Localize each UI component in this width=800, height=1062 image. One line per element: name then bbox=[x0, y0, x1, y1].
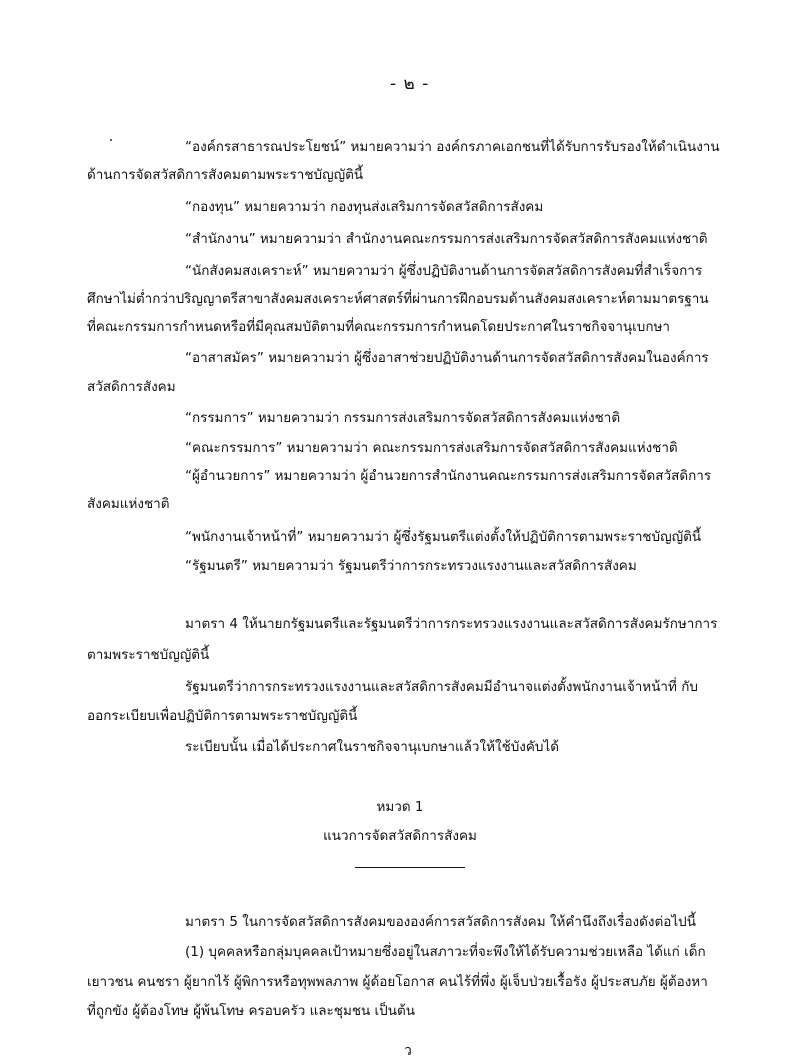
section-5-line4: ที่ถูกขัง ผู้ต้องโทษ ผู้พ้นโทษ ครอบครัว และชุมชน เป็นต้น bbox=[87, 1003, 415, 1019]
definition-social-worker-line1: “นักสังคมสงเคราะห์” หมายความว่า ผู้ซึ่งปฏิบัติงานด้านการจัดสวัสดิการสังคมที่สำเร็จการ bbox=[185, 263, 703, 279]
scan-speck bbox=[110, 139, 112, 141]
definition-fund: “กองทุน” หมายความว่า กองทุนส่งเสริมการจัดสวัสดิการสังคม bbox=[185, 199, 544, 215]
footer-mark: ว bbox=[404, 1043, 412, 1059]
definition-volunteer-line2: สวัสดิการสังคม bbox=[87, 379, 176, 395]
chapter-divider bbox=[355, 867, 465, 868]
section-4-line1: มาตรา 4 ให้นายกรัฐมนตรีและรัฐมนตรีว่าการกระทรวงแรงงานและสวัสดิการสังคมรักษาการ bbox=[185, 616, 718, 632]
section-5-line1: มาตรา 5 ในการจัดสวัสดิการสังคมขององค์การสวัสดิการสังคม ให้คำนึงถึงเรื่องดังต่อไปนี้ bbox=[185, 914, 696, 930]
chapter-title: หมวด 1 bbox=[376, 799, 424, 815]
definition-director-line1: “ผู้อำนวยการ” หมายความว่า ผู้อำนวยการสำนักงานคณะกรรมการส่งเสริมการจัดสวัสดิการ bbox=[185, 468, 712, 484]
section-4-line5: ระเบียบนั้น เมื่อได้ประกาศในราชกิจจานุเบกษาแล้วให้ใช้บังคับได้ bbox=[185, 739, 560, 755]
definition-public-org-line2: ด้านการจัดสวัสดิการสังคมตามพระราชบัญญัตินี้ bbox=[87, 167, 364, 183]
chapter-subtitle: แนวการจัดสวัสดิการสังคม bbox=[323, 828, 477, 844]
section-5-line3: เยาวชน คนชรา ผู้ยากไร้ ผู้พิการหรือทุพพลภาพ ผู้ด้อยโอกาส คนไร้ที่พึ่ง ผู้เจ็บป่วยเรื้อรัง ผู้ประสบภัย ผู้ต้องหา bbox=[87, 974, 708, 990]
definition-director-line2: สังคมแห่งชาติ bbox=[87, 496, 170, 512]
definition-volunteer-line1: “อาสาสมัคร” หมายความว่า ผู้ซึ่งอาสาช่วยปฏิบัติงานด้านการจัดสวัสดิการสังคมในองค์การ bbox=[185, 350, 709, 366]
definition-social-worker-line2: ศึกษาไม่ต่ำกว่าปริญญาตรีสาขาสังคมสงเคราะห์ศาสตร์ที่ผ่านการฝึกอบรมด้านสังคมสงเคราะห์ตามมาตรฐาน bbox=[87, 291, 709, 307]
definition-committee: “คณะกรรมการ” หมายความว่า คณะกรรมการส่งเสริมการจัดสวัสดิการสังคมแห่งชาติ bbox=[185, 440, 678, 456]
section-5-line2: (1) บุคคลหรือกลุ่มบุคคลเป้าหมายซึ่งอยู่ในสภาวะที่จะพึงให้ได้รับความช่วยเหลือ ได้แก่ เด็ก bbox=[185, 944, 706, 960]
definition-social-worker-line3: ที่คณะกรรมการกำหนดหรือที่มีคุณสมบัติตามที่คณะกรรมการกำหนดโดยประกาศในราชกิจจานุเบกษา bbox=[87, 319, 670, 335]
definition-official: “พนักงานเจ้าหน้าที่” หมายความว่า ผู้ซึ่งรัฐมนตรีแต่งตั้งให้ปฏิบัติการตามพระราชบัญญัตินี้ bbox=[185, 529, 702, 545]
definition-committee-member: “กรรมการ” หมายความว่า กรรมการส่งเสริมการจัดสวัสดิการสังคมแห่งชาติ bbox=[185, 410, 621, 426]
definition-public-org-line1: “องค์กรสาธารณประโยชน์” หมายความว่า องค์กรภาคเอกชนที่ได้รับการรับรองให้ดำเนินงาน bbox=[185, 139, 720, 155]
section-4-line3: รัฐมนตรีว่าการกระทรวงแรงงานและสวัสดิการสังคมมีอำนาจแต่งตั้งพนักงานเจ้าหน้าที่ กับ bbox=[185, 679, 698, 695]
definition-office: “สำนักงาน” หมายความว่า สำนักงานคณะกรรมการส่งเสริมการจัดสวัสดิการสังคมแห่งชาติ bbox=[185, 231, 708, 247]
definition-minister: “รัฐมนตรี” หมายความว่า รัฐมนตรีว่าการกระทรวงแรงงานและสวัสดิการสังคม bbox=[185, 558, 637, 574]
section-4-line2: ตามพระราชบัญญัตินี้ bbox=[87, 647, 210, 663]
page-number: - ๒ - bbox=[390, 74, 430, 94]
section-4-line4: ออกระเบียบเพื่อปฏิบัติการตามพระราชบัญญัตินี้ bbox=[87, 708, 358, 724]
